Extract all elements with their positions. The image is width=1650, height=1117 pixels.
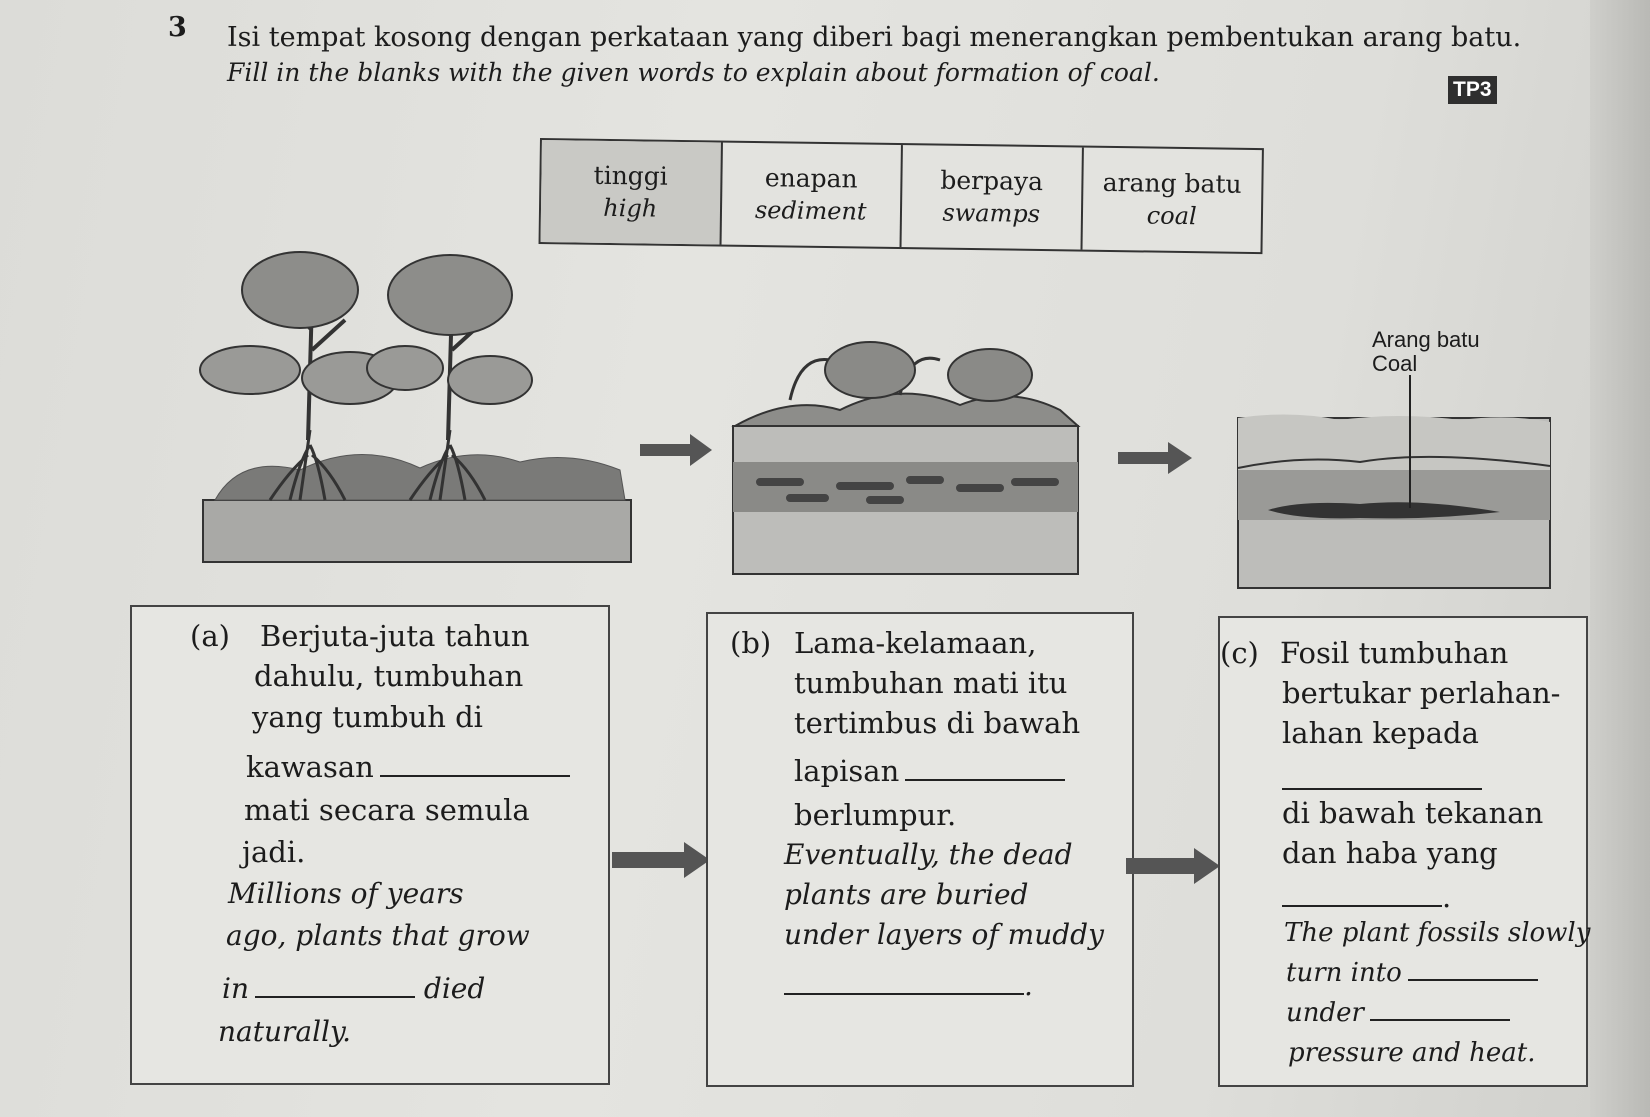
answer-blank[interactable] [1282, 788, 1482, 790]
arrow-right-icon [1118, 442, 1192, 474]
step-c-text-line: dan haba yang [1282, 836, 1498, 870]
word-bank-cell-coal [1082, 148, 1262, 252]
answer-blank[interactable] [1408, 979, 1538, 981]
arrow-right-icon [640, 434, 712, 466]
step-b-text-line: tumbuhan mati itu [794, 666, 1068, 700]
step-c-english-line: The plant fossils slowly [1284, 918, 1591, 948]
step-b-text-line: lapisan [794, 754, 900, 788]
answer-blank[interactable] [1370, 1019, 1510, 1021]
word-bank-cell-high [541, 140, 723, 245]
arrow-right-icon [1126, 846, 1222, 886]
step-c-text-line: lahan kepada [1282, 716, 1479, 750]
word-bank-cell-swamps [902, 145, 1084, 250]
step-b-english-line: plants are buried [784, 878, 1029, 911]
question-number: 3 [168, 12, 187, 43]
question-text-english: Fill in the blanks with the given words to explain about formation of coal. [227, 58, 1160, 87]
step-c-english-line: pressure and heat. [1288, 1038, 1536, 1068]
step-a-letter: (a) [190, 619, 230, 653]
word-english: swamps [942, 198, 1041, 228]
coal-label-malay: Arang batu [1372, 327, 1480, 352]
step-a-text-line: Berjuta-juta tahun [260, 619, 530, 653]
answer-blank[interactable] [905, 779, 1065, 781]
word-english: high [603, 193, 658, 223]
step-a-text-line: yang tumbuh di [252, 700, 483, 734]
word-malay: berpaya [940, 165, 1044, 197]
coal-label [1372, 328, 1480, 376]
step-a-english-line: in [222, 972, 249, 1005]
buried-layers-illustration [733, 342, 1078, 574]
word-malay: enapan [764, 163, 858, 194]
question-text-malay: Isi tempat kosong dengan perkataan yang diberi bagi menerangkan pembentukan arang batu. [227, 22, 1522, 53]
step-c-text-line: . [1442, 880, 1452, 914]
step-c-text-line: Fosil tumbuhan [1280, 636, 1509, 670]
step-c-box [1218, 616, 1591, 1087]
word-bank-cell-sediment [721, 143, 903, 248]
word-english: coal [1146, 201, 1197, 231]
answer-blank[interactable] [255, 996, 415, 998]
step-b-text-line: berlumpur. [794, 798, 957, 832]
step-a-text-line: jadi. [242, 835, 306, 869]
step-a-text-line: mati secara semula [244, 793, 530, 827]
arrow-right-icon [612, 840, 712, 880]
answer-blank[interactable] [380, 775, 570, 777]
step-a-english-line: Millions of years [228, 877, 464, 910]
step-b-english-line: under layers of muddy [784, 918, 1104, 951]
step-c-english-line: turn into [1286, 958, 1402, 988]
step-c-english-line: under [1286, 998, 1364, 1028]
coal-seam-illustration [1238, 375, 1550, 588]
word-malay: arang batu [1102, 167, 1242, 199]
level-badge: TP3 [1448, 76, 1497, 104]
swamp-trees-illustration [200, 252, 631, 562]
step-b-english-line: Eventually, the dead [784, 838, 1073, 871]
step-a-english-line: ago, plants that grow [226, 919, 530, 952]
step-c-text-line: bertukar perlahan- [1282, 676, 1561, 710]
step-a-box [130, 605, 610, 1085]
word-english: sediment [754, 196, 867, 226]
step-a-english-line: died [423, 972, 486, 1005]
word-bank-table [539, 138, 1264, 254]
word-malay: tinggi [593, 160, 669, 191]
step-a-english-line: naturally. [218, 1015, 351, 1048]
coal-formation-illustration [0, 240, 1650, 600]
answer-blank[interactable] [784, 993, 1024, 995]
coal-label-english: Coal [1372, 351, 1418, 376]
answer-blank[interactable] [1282, 905, 1442, 907]
step-c-letter: (c) [1220, 636, 1259, 670]
step-a-text-line: kawasan [246, 750, 374, 784]
step-b-english-line: . [1024, 969, 1033, 1002]
step-b-text-line: Lama-kelamaan, [794, 626, 1037, 660]
step-b-box [706, 612, 1134, 1087]
step-b-text-line: tertimbus di bawah [794, 706, 1081, 740]
step-a-text-line: dahulu, tumbuhan [254, 659, 524, 693]
step-b-letter: (b) [730, 626, 772, 660]
step-c-text-line: di bawah tekanan [1282, 796, 1544, 830]
